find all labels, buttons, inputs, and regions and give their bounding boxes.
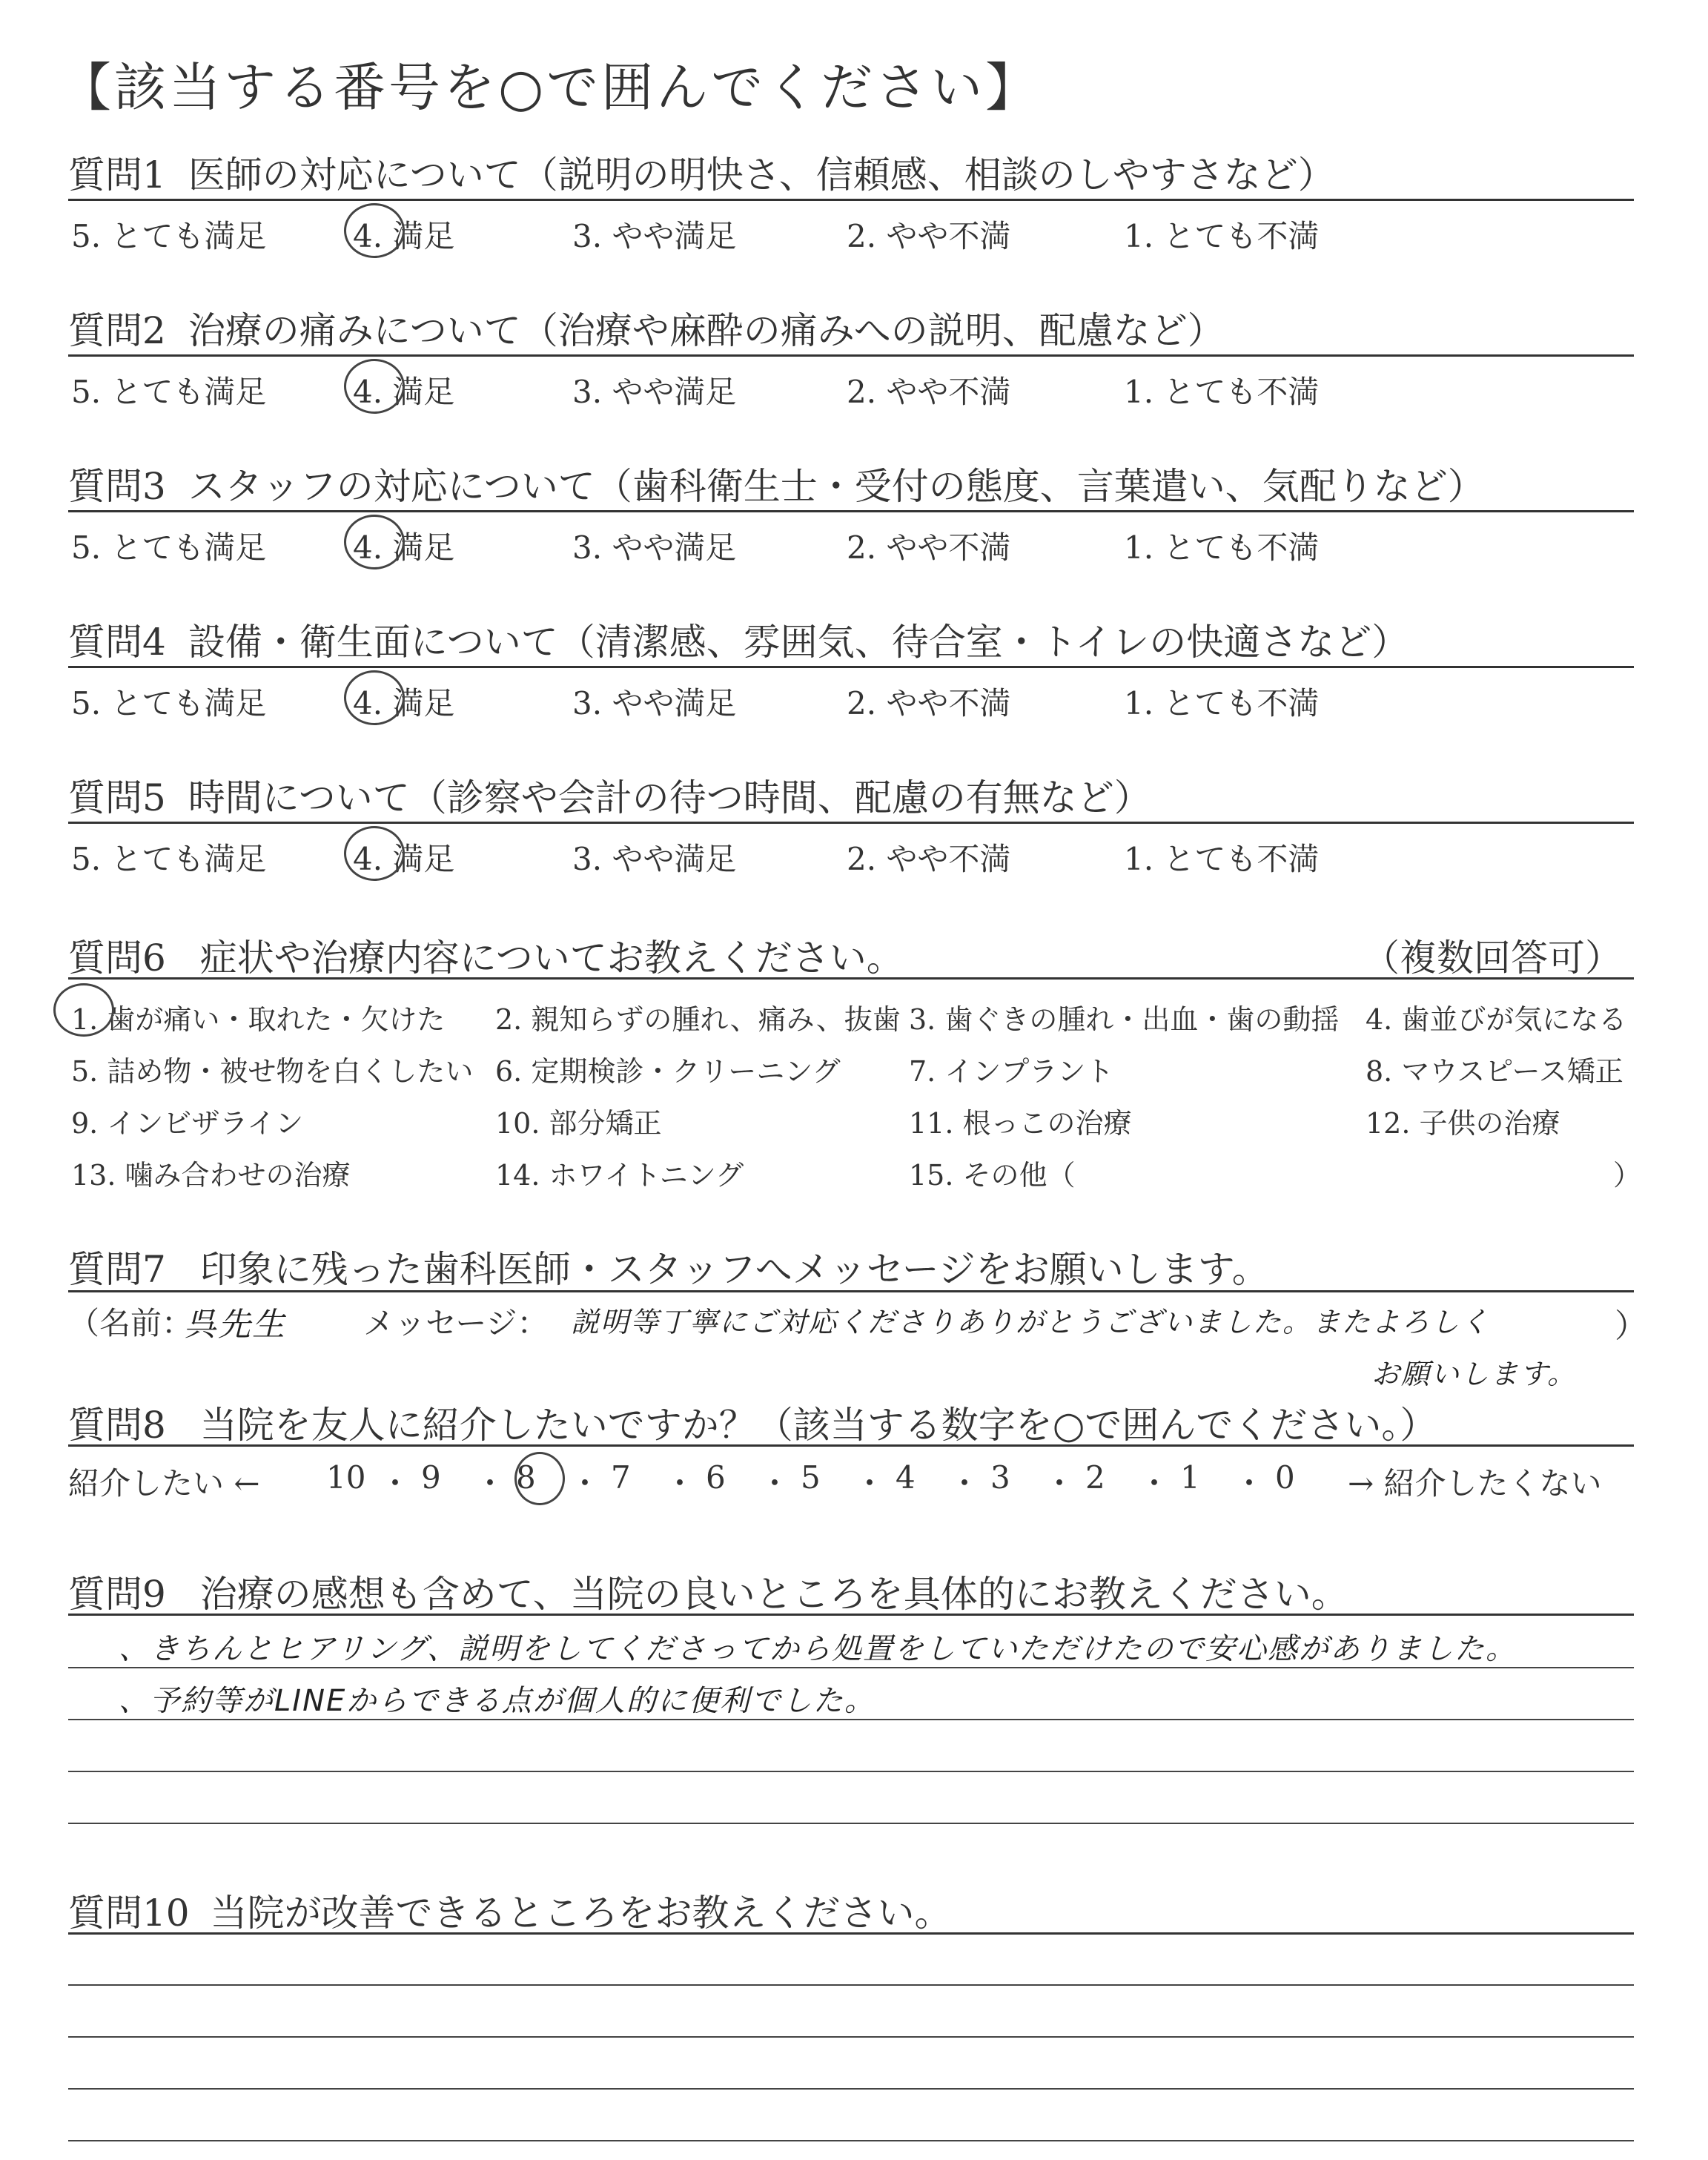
q3-rule [68,510,1634,512]
q4-label: 質問4 [68,621,166,664]
q5-title [68,768,1151,822]
q8-scale-8[interactable]: 8 [516,1459,536,1496]
q8-separator: ・ [380,1465,411,1502]
q2-option-2[interactable]: 2. やや不満 [847,374,1011,410]
q6-option-3[interactable]: 3. 歯ぐきの腫れ・出血・歯の動揺 [909,1003,1340,1036]
q7-message-line2[interactable]: お願いします。 [1371,1358,1577,1390]
q4-option-2[interactable]: 2. やや不満 [847,685,1011,721]
q6-option-2[interactable]: 2. 親知らずの腫れ、痛み、抜歯 [495,1003,901,1036]
q4-option-3[interactable]: 3. やや満足 [572,685,737,721]
q1-option-4[interactable]: 4. 満足 [353,218,455,254]
q8-rule [68,1444,1634,1447]
q6-option-15[interactable]: 15. その他（ [909,1159,1076,1192]
q10-label: 質問10 [68,1892,190,1935]
page-title: 【該当する番号を○で囲んでください】 [59,57,1041,118]
q5-text: 時間について（診察や会計の待つ時間、配慮の有無など） [188,776,1151,819]
q5-label: 質問5 [68,776,166,819]
q8-separator: ・ [854,1465,886,1502]
q2-option-5[interactable]: 5. とても満足 [71,374,267,410]
q6-note: （複数回答可） [1363,937,1622,980]
q8-selection-circle[interactable] [514,1452,565,1505]
q8-separator: ・ [474,1465,506,1502]
q8-separator: ・ [1044,1465,1076,1502]
q9-line-3 [68,1771,1634,1772]
q10-line-2 [68,2036,1634,2038]
q10-line-3 [68,2088,1634,2090]
q9-text: 治療の感想も含めて、当院の良いところを具体的にお教えください。 [199,1573,1348,1616]
q6-option-14[interactable]: 14. ホワイトニング [495,1159,744,1192]
q5-option-3[interactable]: 3. やや満足 [572,841,737,877]
q1-option-1[interactable]: 1. とても不満 [1124,218,1320,254]
q6-option-1[interactable]: 1. 歯が痛い・取れた・欠けた [71,1003,446,1036]
q2-rule [68,354,1634,357]
q7-rule [68,1290,1634,1292]
q6-title [68,928,904,982]
q7-name-value[interactable]: 呉先生 [184,1306,286,1344]
q10-title [68,1883,952,1937]
q6-selection-circle[interactable] [53,983,114,1037]
q3-title [68,457,1485,510]
q2-text: 治療の痛みについて（治療や麻酔の痛みへの説明、配慮など） [188,309,1225,352]
q5-option-1[interactable]: 1. とても不満 [1124,841,1320,877]
q10-rule [68,1932,1634,1935]
q8-scale-2[interactable]: 2 [1085,1459,1105,1496]
q6-option-4[interactable]: 4. 歯並びが気になる [1366,1003,1627,1036]
q5-option-4[interactable]: 4. 満足 [353,841,455,877]
q4-option-4[interactable]: 4. 満足 [353,685,455,721]
q10-line-1 [68,1984,1634,1986]
q9-answer-1[interactable]: 、きちんとヒアリング、説明をしてくださってから処置をしていただけたので安心感がありました。 [119,1632,1517,1666]
q2-option-4[interactable]: 4. 満足 [353,374,455,410]
q6-option-6[interactable]: 6. 定期検診・クリーニング [495,1055,841,1088]
q8-scale-10[interactable]: 10 [326,1459,366,1496]
q8-scale-7[interactable]: 7 [611,1459,631,1496]
q9-label: 質問9 [68,1573,166,1616]
q2-label: 質問2 [68,309,166,352]
q4-rule [68,666,1634,668]
q2-title [68,301,1225,354]
q8-separator: ・ [664,1465,696,1502]
q1-option-2[interactable]: 2. やや不満 [847,218,1011,254]
q2-option-1[interactable]: 1. とても不満 [1124,374,1320,410]
q2-option-3[interactable]: 3. やや満足 [572,374,737,410]
q8-separator: ・ [1139,1465,1171,1502]
q10-line-4 [68,2140,1634,2141]
q8-scale-6[interactable]: 6 [706,1459,726,1496]
q4-text: 設備・衛生面について（清潔感、雰囲気、待合室・トイレの快適さなど） [188,621,1409,664]
q5-option-5[interactable]: 5. とても満足 [71,841,267,877]
q3-option-2[interactable]: 2. やや不満 [847,529,1011,566]
q7-message-label: メッセージ： [363,1305,549,1341]
q7-label: 質問7 [68,1248,166,1291]
q1-option-5[interactable]: 5. とても満足 [71,218,267,254]
q8-scale-5[interactable]: 5 [801,1459,821,1496]
q6-option-13[interactable]: 13. 噛み合わせの治療 [71,1159,351,1192]
q8-separator: ・ [759,1465,791,1502]
q6-label: 質問6 [68,937,166,980]
q9-answer-2[interactable]: 、予約等がLINEからできる点が個人的に便利でした。 [119,1684,875,1718]
q8-title [68,1396,1437,1449]
q1-label: 質問1 [68,153,166,196]
q2-selection-circle[interactable] [344,359,405,414]
q6-option-12[interactable]: 12. 子供の治療 [1366,1107,1560,1140]
q6-option-8[interactable]: 8. マウスピース矯正 [1366,1055,1623,1088]
q8-right-label: → 紹介したくない [1348,1465,1602,1502]
q7-message-line1[interactable]: 説明等丁寧にご対応くださりありがとうございました。またよろしく [571,1306,1491,1338]
q9-line-4 [68,1823,1634,1824]
q3-option-3[interactable]: 3. やや満足 [572,529,737,566]
q6-option-9[interactable]: 9. インビザライン [71,1107,304,1140]
q8-separator: ・ [569,1465,601,1502]
q8-label: 質問8 [68,1404,166,1447]
q8-scale-9[interactable]: 9 [421,1459,441,1496]
q1-option-3[interactable]: 3. やや満足 [572,218,737,254]
q8-text: 当院を友人に紹介したいですか？（該当する数字を○で囲んでください。） [199,1404,1437,1447]
q1-text: 医師の対応について（説明の明快さ、信頼感、相談のしやすさなど） [188,153,1335,196]
q7-name-label: （名前： [68,1305,193,1341]
q6-option-10[interactable]: 10. 部分矯正 [495,1107,662,1140]
q6-other-close-paren: ） [1613,1159,1642,1192]
q9-title [68,1565,1348,1618]
q8-separator: ・ [949,1465,981,1502]
q1-title [68,145,1335,199]
q3-option-4[interactable]: 4. 満足 [353,529,455,566]
q6-text: 症状や治療内容についてお教えください。 [199,937,904,980]
q6-option-5[interactable]: 5. 詰め物・被せ物を白くしたい [71,1055,474,1088]
q4-title [68,612,1409,666]
q10-text: 当院が改善できるところをお教えください。 [210,1892,952,1935]
q3-option-5[interactable]: 5. とても満足 [71,529,267,566]
q6-option-11[interactable]: 11. 根っこの治療 [909,1107,1132,1140]
q3-text: スタッフの対応について（歯科衛生士・受付の態度、言葉遣い、気配りなど） [188,465,1485,508]
q1-selection-circle[interactable] [344,203,405,258]
q3-label: 質問3 [68,465,166,508]
q4-option-5[interactable]: 5. とても満足 [71,685,267,721]
q3-option-1[interactable]: 1. とても不満 [1124,529,1320,566]
q8-separator: ・ [1234,1465,1265,1502]
q8-scale-1[interactable]: 1 [1180,1459,1200,1496]
q6-rule [68,977,1634,980]
q5-rule [68,822,1634,824]
q8-scale-3[interactable]: 3 [990,1459,1010,1496]
q4-option-1[interactable]: 1. とても不満 [1124,685,1320,721]
q7-text: 印象に残った歯科医師・スタッフへメッセージをお願いします。 [199,1248,1269,1291]
q7-close-paren: ） [1615,1307,1647,1345]
q5-selection-circle[interactable] [344,826,405,881]
q5-option-2[interactable]: 2. やや不満 [847,841,1011,877]
q8-scale-4[interactable]: 4 [896,1459,916,1496]
q7-title [68,1240,1269,1293]
q4-selection-circle[interactable] [344,670,405,725]
q6-option-7[interactable]: 7. インプラント [909,1055,1114,1088]
q8-scale-0[interactable]: 0 [1275,1459,1295,1496]
q3-selection-circle[interactable] [344,515,405,569]
q1-rule [68,199,1634,201]
q8-left-label: 紹介したい ← [68,1465,260,1502]
q9-rule [68,1614,1634,1616]
